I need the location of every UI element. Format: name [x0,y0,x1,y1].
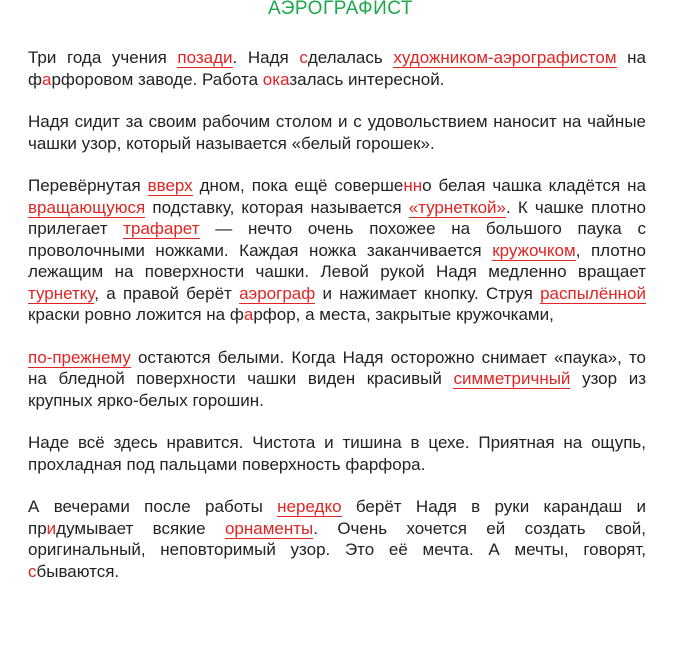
highlight-letter: а [42,69,52,89]
paragraph-5: Наде всё здесь нравится. Чистота и тишина в цехе. Приятная на ощупь, прохладная под пальцами поверхность фарфора. [28,433,646,474]
highlight-word: турнетку [28,283,95,303]
paragraph-3: Перевёрнутая вверх дном, пока ещё совершeнно белая чашка кладётся на вращающуюся подставку, которая называется «турнеткой». К чашке плотно прилегает трафарет — нечто очень похожее на большого паука с проволочными ножками. Каждая ножка заканчивается кружочком, плотно лежащим на поверхности чашки. Левой рукой Надя медленно вращает турнетку, а правой берёт аэрограф и нажимает кнопку. Струя распылённой краски ровно ложится на фарфор, а места, закрытые кружочками, [28,176,647,324]
highlight-word: вверх [147,176,193,195]
highlight-letter: а [243,305,254,324]
highlight-word: по-прежнему [28,347,131,367]
highlight-word: трафарет [123,219,200,238]
paragraph-1: Три года учения позади. Надя сделалась художником-аэрографистом на фарфоровом заводе. Работа оказалась интересной. [28,48,646,89]
highlight-letter: и [46,518,57,538]
article-body [28,47,646,603]
highlight-word: художником-аэрографистом [393,48,617,67]
page-title: АЭРОГРАФИСТ [268,0,413,19]
highlight-word: распылённой [540,283,647,303]
highlight-word: аэрограф [239,283,316,303]
highlight-word: орнаменты [224,518,314,538]
highlight-word: вращающуюся [28,197,146,217]
highlight-word: кружочком [492,240,576,260]
highlight-word: позади [177,48,233,67]
highlight-word: симметричный [453,369,571,388]
page-header [0,0,681,20]
highlight-word: «турнеткой» [408,197,506,217]
paragraph-2: Надя сидит за своим рабочим столом и с удовольствием наносит на чайные чашки узор, который называется «белый горошек». [28,112,646,153]
highlight-letter: ока [262,69,290,89]
highlight-word: нередко [277,497,342,516]
highlight-letter: с [28,561,37,581]
paragraph-4: по-прежнему остаются белыми. Когда Надя осторожно снимает «паука», то на бледной поверхности чашки виден красивый симметричный узор из крупных ярко-белых горошин. [28,347,646,410]
paragraph-6: А вечерами после работы нередко берёт Надя в руки карандаш и придумывает всякие орнаменты. Очень хочется ей создать свой, оригинальный, неповторимый узор. Это её мечта. А мечты, говорят, сбываются. [28,497,646,581]
highlight-letter: нн [403,176,423,195]
highlight-letter: с [299,48,308,67]
